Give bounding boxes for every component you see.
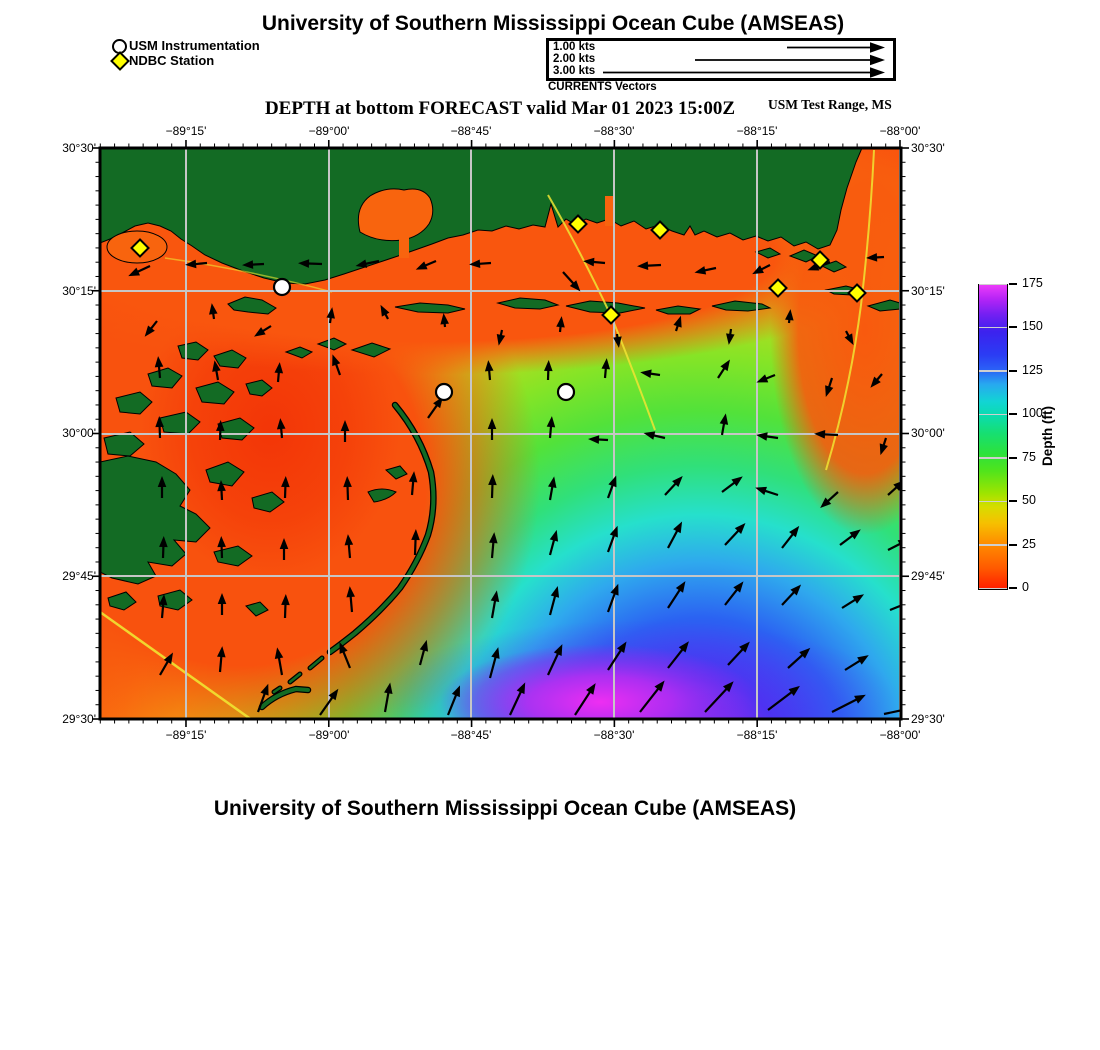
colorbar-tick (1009, 500, 1017, 502)
y-axis-label-left: 29°30' (62, 712, 96, 726)
x-axis-label-bottom: −89°00' (308, 728, 350, 742)
colorbar-tick (1009, 283, 1017, 285)
y-axis-label-right: 30°15' (911, 284, 945, 298)
colorbar-tick (1009, 587, 1017, 589)
usm-marker (274, 279, 290, 295)
vector-scale-caption: CURRENTS Vectors (548, 81, 657, 93)
usm-marker (558, 384, 574, 400)
map-plot-area (85, 133, 916, 734)
y-axis-label-left: 30°15' (62, 284, 96, 298)
colorbar-tick (1009, 413, 1017, 415)
colorbar-tick-label: 50 (1022, 493, 1036, 508)
colorbar-tick-label: 25 (1022, 536, 1036, 551)
depth-map (85, 133, 916, 734)
x-axis-label-top: −88°15' (736, 124, 778, 138)
x-axis-label-top: −88°45' (450, 124, 492, 138)
colorbar-tick-label: 125 (1022, 362, 1043, 377)
x-axis-label-bottom: −89°15' (165, 728, 207, 742)
colorbar-tick-label: 100 (1022, 406, 1043, 421)
ndbc-station-icon (110, 51, 130, 71)
vector-scale-2kt-label: 2.00 kts (553, 53, 596, 65)
colorbar-tick (1009, 457, 1017, 459)
ndbc-station-label: NDBC Station (129, 53, 215, 68)
forecast-subtitle: DEPTH at bottom FORECAST valid Mar 01 2023 15:00Z (264, 98, 736, 119)
figure-title: University of Southern Mississippi Ocean Cube (AMSEAS) (261, 12, 845, 35)
vector-scale-3kt-label: 3.00 kts (553, 65, 596, 77)
x-axis-label-bottom: −88°00' (879, 728, 921, 742)
vector-scale-1kt-label: 1.00 kts (553, 41, 596, 53)
y-axis-label-right: 30°30' (911, 141, 945, 155)
x-axis-label-bottom: −88°30' (593, 728, 635, 742)
colorbar-tick-label: 150 (1022, 319, 1043, 334)
y-axis-label-left: 30°00' (62, 426, 96, 440)
usm-instrumentation-label: USM Instrumentation (129, 38, 260, 53)
colorbar-title: Depth (ft) (1040, 406, 1055, 466)
colorbar (978, 284, 1008, 590)
colorbar-tick (1009, 544, 1017, 546)
colorbar-tick-label: 75 (1022, 449, 1036, 464)
vector-scale-arrows (549, 41, 893, 78)
vector-scale-box (546, 38, 896, 81)
x-axis-label-bottom: −88°45' (450, 728, 492, 742)
colorbar-tick-label: 175 (1022, 276, 1043, 290)
x-axis-label-top: −88°00' (879, 124, 921, 138)
region-label: USM Test Range, MS (768, 97, 892, 112)
y-axis-label-right: 29°30' (911, 712, 945, 726)
colorbar-tick-label: 0 (1022, 580, 1029, 594)
y-axis-label-left: 30°30' (62, 141, 96, 155)
usm-marker (436, 384, 452, 400)
x-axis-label-bottom: −88°15' (736, 728, 778, 742)
y-axis-label-left: 29°45' (62, 569, 96, 583)
footer-title: University of Southern Mississippi Ocean Cube (AMSEAS) (213, 797, 797, 820)
x-axis-label-top: −89°15' (165, 124, 207, 138)
colorbar-tick (1009, 326, 1017, 328)
y-axis-label-right: 29°45' (911, 569, 945, 583)
y-axis-label-right: 30°00' (911, 426, 945, 440)
x-axis-label-top: −88°30' (593, 124, 635, 138)
x-axis-label-top: −89°00' (308, 124, 350, 138)
colorbar-tick (1009, 370, 1017, 372)
